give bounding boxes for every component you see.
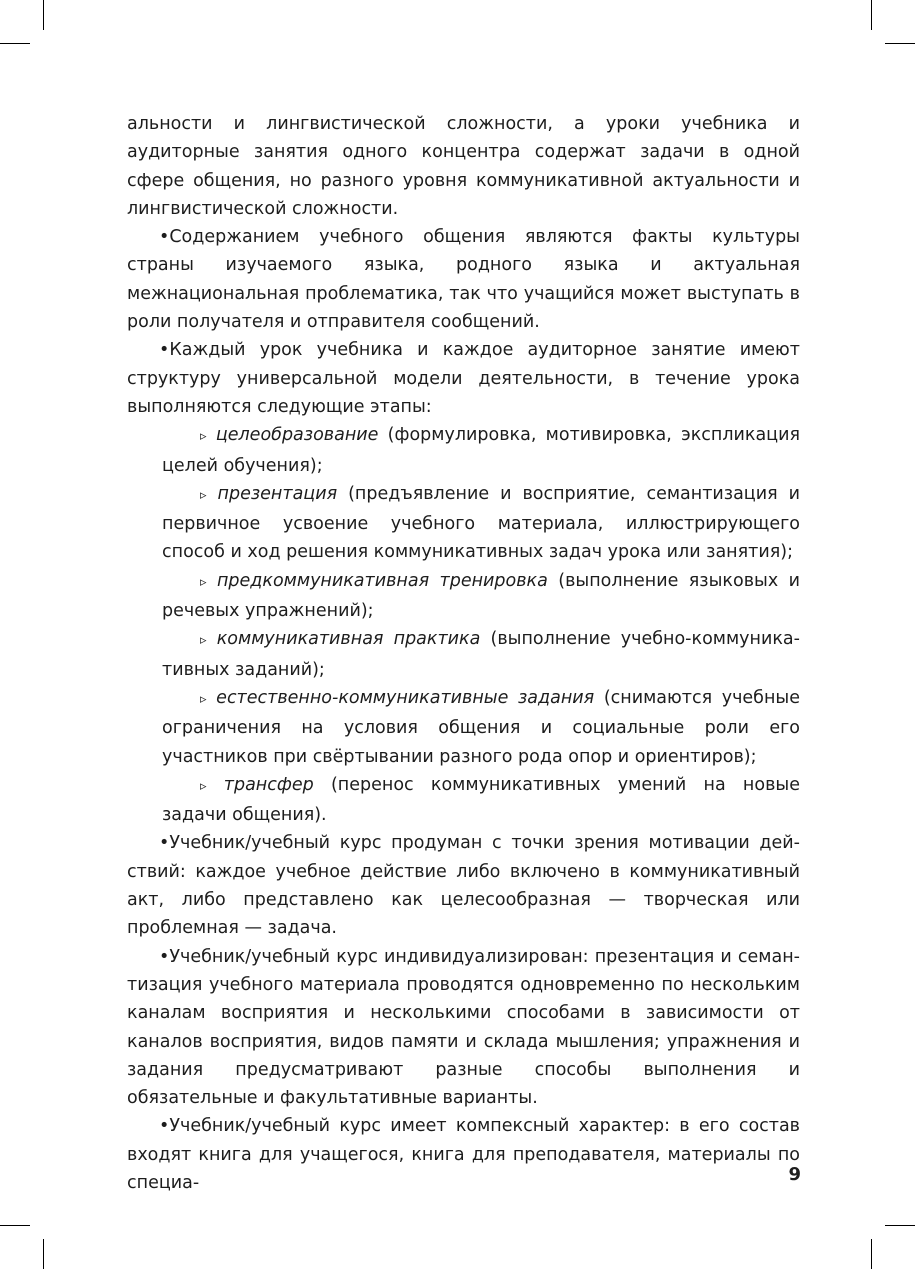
stage-description: (предъявление и восприятие, семантизация и первичное усвоение учебного материала, иллюстрирующего способ и ход решения коммуникативных задач урока или занятия); [162,483,800,563]
bullet-text: Каждый урок учебника и каждое аудиторное занятие имеют структуру универсальной модели деятельности, в течение урока выполняются следующие этапы: [127,340,800,417]
bullet-paragraph [127,223,800,336]
triangle-marker-icon: ▹ [200,778,207,794]
triangle-marker-icon: ▹ [200,487,207,503]
stage-term: коммуникативная практика [216,629,481,650]
triangle-marker-icon: ▹ [200,574,207,590]
stage-description: (снимаются учебные ограничения на условия общения и социальные роли его участников при свёртывании разного рода опор и ориентиров); [162,687,800,767]
intro-paragraph: альности и лингвистической сложности, а уроки учебника и аудиторные занятия одного концентра содержат задачи в одной сфере общения, но разного уровня коммуникативной актуальности и лингвистической сложности. [127,114,800,219]
crop-mark-bottom-right-vertical [871,1239,872,1269]
stage-description: (формулировка, мотивировка, экспликация целей обучения); [162,425,800,476]
stage-term: предкоммуникативная тренировка [216,570,548,591]
crop-mark-top-left-horizontal [0,43,30,44]
triangle-marker-icon: ▹ [200,429,207,445]
stage-item [127,421,800,480]
bullet-paragraph [127,1112,800,1197]
crop-mark-top-right-vertical [871,0,872,30]
triangle-marker-icon: ▹ [200,633,207,649]
crop-mark-bottom-left-vertical [43,1239,44,1269]
bullet-paragraph [127,336,800,421]
stage-description: (перенос коммуникативных умений на новые задачи общения). [162,774,800,826]
bullet-paragraph [127,943,800,1113]
crop-mark-top-left-vertical [43,0,44,30]
stage-item [127,480,800,567]
bullet-icon: • [159,340,170,361]
page-number: 9 [788,1164,801,1185]
crop-mark-top-right-horizontal [885,43,915,44]
bullet-icon: • [159,946,170,967]
stage-term: трансфер [223,774,314,795]
stage-item [127,567,800,626]
triangle-marker-icon: ▹ [200,691,207,707]
crop-mark-bottom-left-horizontal [0,1225,30,1226]
stage-term: естественно-коммуникативные задания [216,687,595,708]
crop-mark-bottom-right-horizontal [885,1225,915,1226]
bullet-paragraph [127,829,800,942]
stage-term: презентация [217,483,338,504]
bullet-icon: • [159,833,170,854]
stage-item [127,625,800,684]
bullet-text: Учебник/учебный курс индивидуализирован: презентация и семантизация учебного материала проводятся одновременно по нескольким каналам восприятия и несколькими способами в зависимости от каналов восприятия, видов памяти и склада мышления; упражнения и задания предусматривают разные способы выполнения и обязательные и факультативные варианты. [127,946,800,1109]
stage-item [127,771,800,830]
bullet-text: Содержанием учебного общения являются факты культуры страны изучаемого языка, родного языка и актуальная межнациональная проблематика, так что учащийся может выступать в роли получателя и отправителя сообщений. [127,227,800,333]
stage-description: (выполнение учебно-коммуникативных заданий); [162,629,800,680]
bullet-text: Учебник/учебный курс продуман с точки зрения мотивации действий: каждое учебное действие либо включено в коммуникативный акт, либо представлено как целесообразная — творческая или проблемная — задача. [127,833,800,939]
bullet-icon: • [159,227,170,248]
stage-description: (выполнение языковых и речевых упражнений); [162,570,800,622]
page-body [127,110,800,1197]
bullet-text: Учебник/учебный курс имеет компексный характер: в его состав входят книга для учащегося, книга для преподавателя, материалы по специа- [127,1116,800,1193]
bullet-icon: • [159,1116,170,1137]
stage-term: целеобразование [215,425,379,446]
stage-item [127,684,800,771]
